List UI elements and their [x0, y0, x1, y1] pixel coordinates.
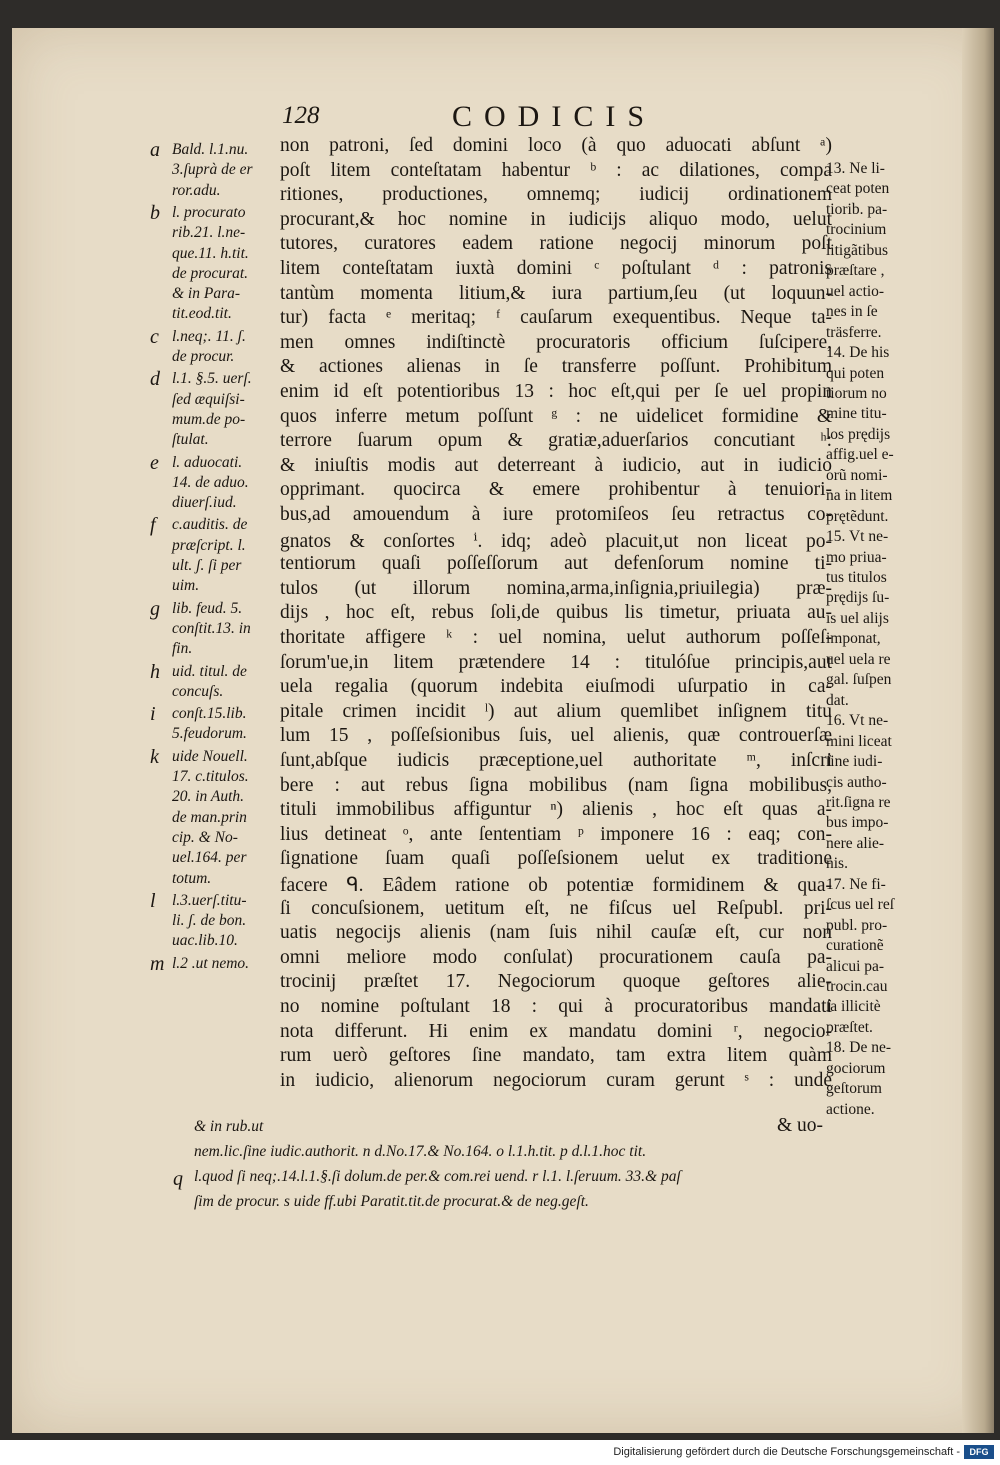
- side-summary-line: bus impo-: [826, 814, 889, 832]
- margin-note-letter: f: [150, 514, 156, 537]
- side-summary-line: præſtare ,: [826, 262, 885, 280]
- side-summary-line: na in litem: [826, 487, 893, 505]
- body-line: men omnes indiſtinctè procuratoris officium ſuſcipere,: [280, 331, 832, 353]
- body-line: bere : aut rebus ſigna mobilibus (nam ſigna mobilibus,: [280, 774, 832, 796]
- body-line: non patroni, ſed domini loco (à quo aduocati abſunt ᵃ): [280, 135, 832, 156]
- margin-note-line: 3.ſuprà de er: [172, 161, 253, 179]
- side-summary-line: affig.uel e-: [826, 446, 894, 464]
- side-summary-line: præſtet.: [826, 1018, 873, 1036]
- side-summary-line: orũ nomi-: [826, 466, 888, 484]
- side-summary-line: alicui pa-: [826, 957, 885, 975]
- margin-note-line: uim.: [172, 577, 200, 595]
- page-number: 128: [282, 102, 320, 129]
- margin-note-line: de man.prin: [172, 808, 247, 826]
- body-line: poſt litem conteſtatam habentur ᵇ : ac dilationes, compa: [280, 159, 832, 181]
- margin-note-line: de procur.: [172, 348, 235, 365]
- body-line: no nomine poſtulant 18 : qui à procuratoribus mandati: [280, 996, 832, 1017]
- side-summary-line: imponat,: [826, 630, 881, 648]
- side-summary-line: cis autho-: [826, 773, 887, 791]
- body-line: enim id eſt potentioribus 13 : hoc eſt,qui per ſe uel propin: [280, 381, 832, 402]
- margin-note-line: 20. in Auth.: [172, 788, 245, 806]
- body-line: dijs , hoc eſt, rebus ſoli,de quibus lis timetur, priuata au-: [280, 602, 832, 624]
- dfg-logo: DFG: [964, 1445, 994, 1459]
- body-line: procurant,& hoc nomine in iudicijs aliquo modo, uelut: [280, 208, 832, 230]
- side-summary-line: tiorib. pa-: [826, 200, 888, 218]
- body-line: rum uerò geſtores ſine mandato, tam extra litem quàm: [280, 1045, 832, 1067]
- body-line: & actiones alienas in ſe transferre poſſunt. Prohibitum: [280, 356, 832, 378]
- margin-note-line: uid. titul. de: [172, 662, 247, 680]
- margin-note-line: ror.adu.: [172, 181, 221, 199]
- side-summary-line: is uel alijs: [826, 609, 889, 627]
- margin-note-line: præſcript. l.: [172, 536, 246, 554]
- body-line: ſunt,abſque iudicis præceptione,uel authoritate ᵐ, inſcri: [280, 750, 832, 771]
- body-line: omni meliore modo conſulat) procurationem cauſa pa-: [280, 946, 832, 968]
- side-summary-line: trocin.cau: [826, 978, 888, 995]
- margin-note-line: & in Para-: [172, 285, 241, 303]
- margin-note-line: l.1. §.5. uerſ.: [172, 370, 252, 388]
- margin-note-line: l.3.uerſ.titu-: [172, 891, 247, 909]
- side-summary-line: prędijs ſu-: [826, 589, 890, 607]
- body-line: tutores, curatores eadem ratione negocij minorum poſt: [280, 233, 832, 255]
- side-summary-line: trocinium: [826, 221, 887, 239]
- side-summary-line: geſtorum: [826, 1080, 882, 1098]
- body-line: thoritate affigere ᵏ : uel nomina, uelut authorum poſſeſ-: [280, 627, 832, 648]
- running-head-title: CODICIS: [452, 100, 657, 133]
- side-summary-line: ſa illicitè: [826, 998, 881, 1016]
- margin-note-letter: g: [150, 597, 160, 620]
- body-line: in iudicio, alienorum negociorum curam gerunt ˢ : unde: [280, 1069, 832, 1091]
- side-summary-line: nis.: [826, 855, 848, 873]
- body-line: litem conteſtatam iuxtà domini ᶜ poſtulant ᵈ : patronis: [280, 258, 832, 279]
- side-summary-line: los prędijs: [826, 425, 891, 443]
- side-summary-line: gal. ſuſpen: [826, 671, 892, 689]
- side-summary-line: qui poten: [826, 364, 885, 382]
- side-summary-line: ſcus uel reſ: [826, 896, 895, 914]
- side-summary-line: mo priua-: [826, 548, 887, 566]
- body-line: bus,ad amouendum à iure protomiſeos ſeu retractus co-: [280, 504, 832, 525]
- margin-note-letter: h: [150, 660, 160, 683]
- body-line: nota differunt. Hi enim ex mandatu domini ʳ, negocio-: [280, 1020, 832, 1042]
- margin-note-line: l. procurato: [172, 203, 246, 221]
- side-summary-line: tiorum no: [826, 384, 887, 402]
- margin-note-line: cip. & No-: [172, 828, 238, 846]
- footnote-line: nem.lic.ſine iudic.authorit. n d.No.17.& No.164. o l.1.h.tit. p d.l.1.hoc tit.: [194, 1143, 647, 1160]
- body-line: opprimant. quocirca & emere prohibentur à tenuiori-: [280, 479, 832, 501]
- margin-note-letter: b: [150, 201, 160, 224]
- side-summary-line: litigãtibus: [826, 241, 888, 259]
- body-line: tantùm momenta litium,& iura partium,ſeu (ut loquun-: [280, 282, 832, 304]
- margin-note-letter: a: [150, 139, 160, 161]
- side-summary-line: 18. De ne-: [826, 1039, 891, 1057]
- margin-note-line: rib.21. l.ne-: [172, 224, 246, 242]
- margin-note-line: ſtulat.: [172, 431, 209, 449]
- margin-note-line: 17. c.titulos.: [172, 768, 249, 785]
- page-gutter: [962, 28, 994, 1433]
- margin-note-letter: d: [150, 368, 160, 391]
- margin-note-line: l.neq;. 11. ʃ.: [172, 327, 246, 345]
- body-line: tulos (ut illorum nomina,arma,inſignia,priuilegia) præ-: [280, 577, 832, 599]
- side-summary-line: dat.: [826, 691, 849, 709]
- credit-bar: [0, 1440, 1000, 1465]
- side-summary-line: 16. Vt ne-: [826, 712, 889, 730]
- margin-note-line: concuſs.: [172, 682, 224, 700]
- side-summary-line: 14. De his: [826, 344, 890, 362]
- side-summary-line: nere alie-: [826, 834, 885, 852]
- margin-note-line: ult. ʃ. ſi per: [172, 557, 242, 574]
- side-summary-line: nes in ſe: [826, 303, 878, 321]
- side-summary-line: publ. pro-: [826, 916, 888, 934]
- margin-note-line: 14. de aduo.: [172, 473, 249, 491]
- body-line: uatis negocijs alienis (nam ſuis nihil cauſæ eſt, cur non: [280, 922, 832, 944]
- side-summary-line: gociorum: [826, 1059, 886, 1077]
- margin-note-line: li. ʃ. de bon.: [172, 912, 247, 930]
- margin-note-line: fin.: [172, 640, 193, 658]
- margin-note-line: conſt.15.lib.: [172, 705, 247, 723]
- side-summary-line: 15. Vt ne-: [826, 528, 889, 546]
- body-line: gnatos & conſortes ⁱ. idq; adeò placuit,ut non liceat po-: [280, 530, 832, 552]
- body-line: pitale crimen incidit ˡ) aut alium quemlibet inſignem titu: [280, 700, 832, 722]
- body-line: tur) facta ᵉ meritaq; ᶠ cauſarum exequentibus. Neque ta-: [280, 307, 832, 329]
- side-summary-line: 13. Ne li-: [826, 160, 885, 177]
- body-line: trocinij præſtet 17. Negociorum quoque geſtores alie-: [280, 971, 832, 993]
- credit-text: Digitalisierung gefördert durch die Deutsche Forschungsgemeinschaft -: [613, 1446, 960, 1458]
- body-line: lius detineat ᵒ, ante ſententiam ᵖ imponere 16 : eaq; con-: [280, 823, 832, 845]
- margin-note-line: totum.: [172, 869, 212, 887]
- margin-note-letter: l: [150, 889, 156, 912]
- body-line: ſignatione ſuam quaſi poſſeſsionem uelut ex traditione: [280, 848, 832, 870]
- footnote-q-letter: q: [173, 1168, 183, 1190]
- side-summary-line: rit.ſigna re: [826, 793, 891, 811]
- footnote-line: ſim de procur. s uide ff.ubi Paratit.tit.de procurat.& de neg.geſt.: [194, 1193, 589, 1210]
- body-line: ſorum'ue,in litem prætendere 14 : titulóſue principis,aut: [280, 651, 832, 673]
- side-summary-line: mine titu-: [826, 405, 887, 423]
- margin-note-line: ſed æquiſsi-: [172, 390, 245, 408]
- margin-note-letter: i: [150, 703, 156, 726]
- side-summary-line: actione.: [826, 1100, 875, 1118]
- body-line: lum 15 , poſſeſsionibus ſuis, uel alienis, quæ controuerſæ: [280, 725, 832, 747]
- side-summary-line: uel uela re: [826, 650, 891, 668]
- margin-note-line: c.auditis. de: [172, 516, 248, 534]
- side-summary-line: uel actio-: [826, 282, 885, 300]
- margin-note-line: Bald. l.1.nu.: [172, 141, 249, 158]
- margin-note-line: uac.lib.10.: [172, 932, 238, 950]
- body-line: terrore ſuarum opum & gratiæ,aduerſarios concutiant ʰ:: [280, 430, 832, 452]
- body-line: & iniuſtis modis aut deterreant à iudicio, aut in iudicio: [280, 454, 832, 476]
- margin-note-line: de procurat.: [172, 264, 249, 282]
- side-summary-line: mini liceat: [826, 732, 892, 750]
- margin-note-line: l. aduocati.: [172, 453, 243, 471]
- margin-note-line: tit.eod.tit.: [172, 305, 232, 323]
- margin-note-line: mum.de po-: [172, 410, 246, 428]
- margin-note-line: uide Nouell.: [172, 747, 248, 765]
- margin-note-letter: k: [150, 745, 159, 768]
- body-line: facere ᑫ. Eâdem ratione ob potentiæ formidinem & qua-: [280, 875, 832, 896]
- footnote-line: l.quod ſi neq;.14.l.1.§.ſi dolum.de per.& com.rei uend. r l.1. l.ſeruum. 33.& paſ: [194, 1168, 681, 1185]
- margin-note-letter: m: [150, 952, 165, 975]
- margin-note-letter: c: [150, 325, 159, 348]
- body-line: tentiorum quaſi poſſeſſorum aut defenſorum nomine ti-: [280, 553, 832, 575]
- margin-note-line: uel.164. per: [172, 849, 247, 867]
- margin-note-line: lib. feud. 5.: [172, 599, 243, 617]
- body-line: ſi concuſsionem, uetitum eſt, ne fiſcus uel Reſpubl. pri-: [280, 897, 832, 919]
- margin-note-line: diuerſ.iud.: [172, 494, 237, 512]
- body-line: tituli immobilibus affiguntur ⁿ) alienis , hoc eſt quas a-: [280, 799, 832, 821]
- side-summary-line: prętẽdunt.: [826, 507, 889, 525]
- side-summary-line: curationẽ: [826, 937, 884, 955]
- margin-note-line: conſtit.13. in: [172, 619, 251, 637]
- margin-note-line: que.11. h.tit.: [172, 244, 249, 262]
- side-summary-line: 17. Ne fi-: [826, 875, 886, 893]
- body-line: uela regalia (quorum indebita eiuſmodi uſurpatio in ca-: [280, 676, 832, 698]
- side-summary-line: ſine iudi-: [826, 753, 883, 771]
- margin-note-line: 5.feudorum.: [172, 725, 247, 743]
- margin-note-letter: e: [150, 451, 159, 474]
- body-line: ritiones, productiones, omnemq; iudicij ordinationem: [280, 184, 832, 206]
- side-summary-line: tus titulos: [826, 569, 887, 586]
- footnote-line: & in rub.ut: [194, 1118, 264, 1135]
- body-line: quos inferre metum poſſunt ᵍ : ne uidelicet formidine &: [280, 405, 832, 427]
- catchword: & uo-: [777, 1115, 824, 1136]
- margin-note-line: l.2 .ut nemo.: [172, 954, 250, 972]
- side-summary-line: träsferre.: [826, 323, 882, 341]
- side-summary-line: ceat poten: [826, 180, 890, 198]
